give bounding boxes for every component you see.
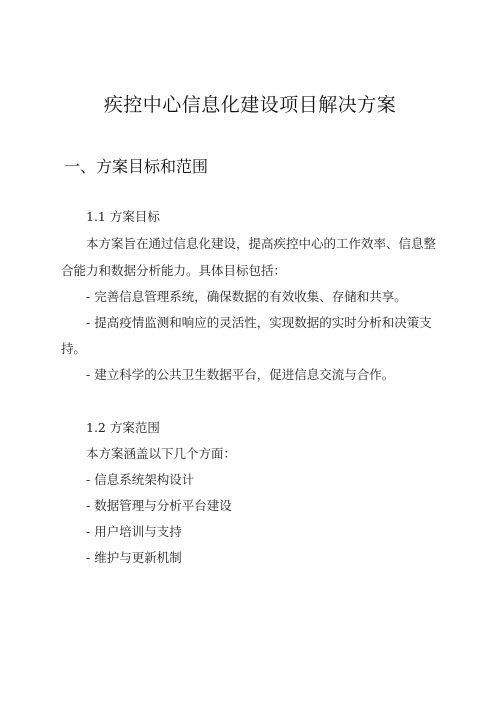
paragraph-line: 本方案旨在通过信息化建设，提高疾控中心的工作效率、信息整 <box>86 236 437 251</box>
bullet-item: - 完善信息管理系统，确保数据的有效收集、存储和共享。 <box>86 289 407 304</box>
list-item: - 维护与更新机制 <box>86 550 182 565</box>
bullet-item: - 提高疫情监测和响应的灵活性，实现数据的实时分析和决策支 <box>86 315 432 330</box>
bullet-item: - 建立科学的公共卫生数据平台，促进信息交流与合作。 <box>86 367 395 382</box>
subsection-heading: 1.2 方案范围 <box>86 420 160 435</box>
paragraph-line: 本方案涵盖以下几个方面： <box>86 446 237 461</box>
list-item: - 用户培训与支持 <box>86 524 182 539</box>
paragraph-line: 合能力和数据分析能力。具体目标包括： <box>61 263 287 278</box>
list-item: - 信息系统架构设计 <box>86 472 195 487</box>
subsection-heading: 1.1 方案目标 <box>86 209 160 224</box>
document-title: 疾控中心信息化建设项目解决方案 <box>103 94 397 116</box>
list-item: - 数据管理与分析平台建设 <box>86 498 232 513</box>
bullet-item-continuation: 持。 <box>61 341 87 356</box>
section-heading: 一、方案目标和范围 <box>64 157 209 176</box>
